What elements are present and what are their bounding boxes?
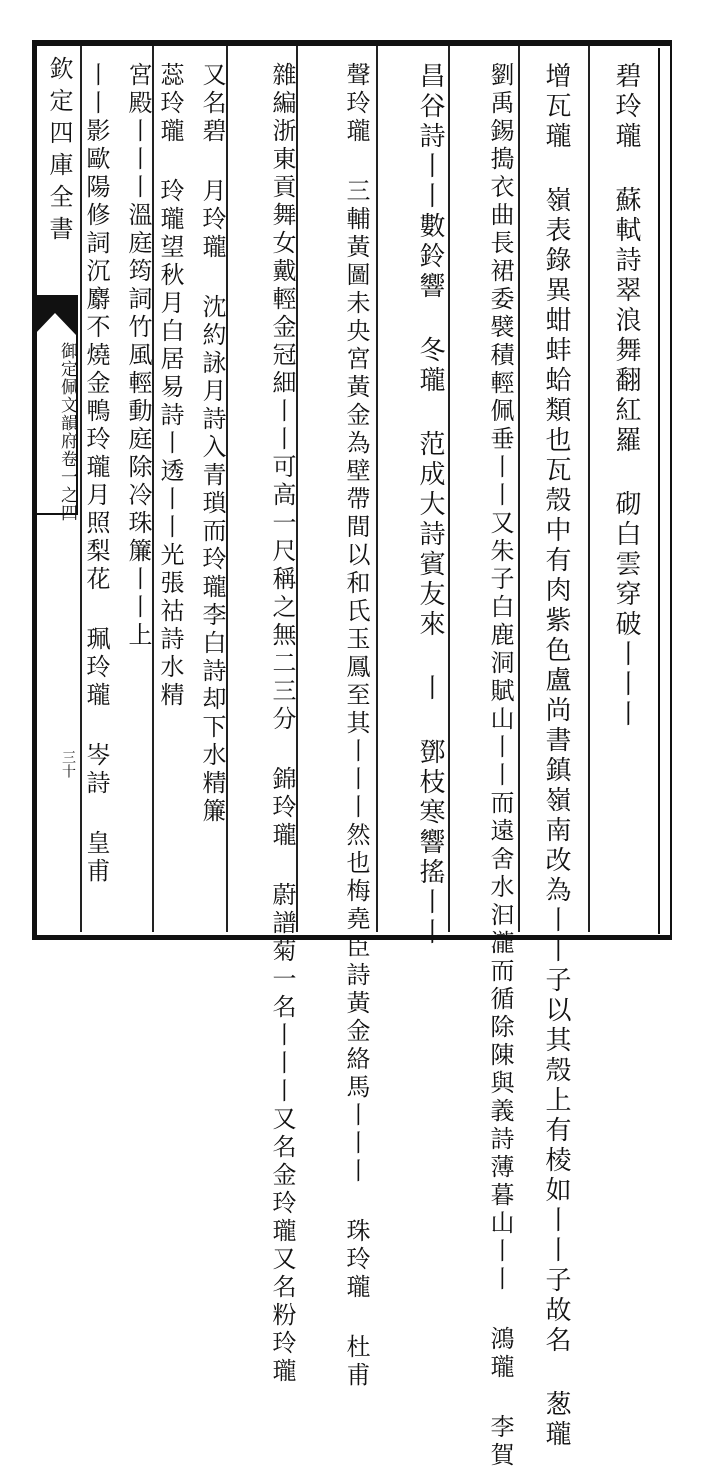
text-column-6: 雜編浙東貢舞女戴輕金冠細丨丨可高一尺稱之無二三分 錦玲瓏 蔚譜菊一名丨丨丨又名金玲瓏又名粉玲瓏 — [268, 62, 296, 1386]
text-column-4: 昌谷詩丨丨數鈴響 冬瓏 范成大詩賓友來 丨 鄧枝寒響搖丨丨 — [415, 62, 445, 948]
column-divider — [588, 46, 590, 932]
text-column-8: 蕊玲瓏 玲瓏望秋月白居易詩丨透丨丨光張祜詩水精 — [156, 62, 184, 710]
text-column-7: 又名碧 月玲瓏 沈約詠月詩入青瑣而玲瓏李白詩却下水精簾 — [198, 62, 226, 826]
text-column-9: 宮殿丨丨丨溫庭筠詞竹風輕動庭除冷珠簾丨丨上 — [124, 62, 152, 650]
volume-label: 御定佩文韻府卷一之四 — [57, 342, 77, 522]
text-column-3: 劉禹錫搗衣曲長裙委襞積輕佩垂丨丨又朱子白鹿洞賦山丨丨而遠舍水汩瀧而循除陳與義詩薄暮山丨丨 鴻瓏 李賀 — [486, 62, 514, 1470]
text-column-2: 增瓦瓏 嶺表錄異蚶蚌蛤類也瓦殼中有肉紫色盧尚書鎮嶺南改為丨丨子以其殼上有棱如丨丨子故名 葱瓏 — [541, 62, 571, 1450]
text-column-10: 丨丨影歐陽修詞沉麝不燒金鴨玲瓏月照梨花 珮玲瓏 岑詩 皇甫 — [82, 62, 110, 886]
text-column-1: 碧玲瓏 蘇軾詩翠浪舞翻紅羅 砌白雲穿破丨丨丨 — [611, 62, 641, 730]
text-column-5: 聲玲瓏 三輔黃圖未央宮黃金為壁帶間以和氏玉鳳至其丨丨丨然也梅堯臣詩黃金絡馬丨丨丨 珠玲瓏 杜甫 — [342, 62, 370, 1390]
frame-inner-rule — [658, 48, 660, 934]
book-title: 欽定四庫全書 — [45, 56, 73, 248]
page-number: 三十 — [60, 750, 76, 778]
column-divider — [376, 46, 378, 932]
